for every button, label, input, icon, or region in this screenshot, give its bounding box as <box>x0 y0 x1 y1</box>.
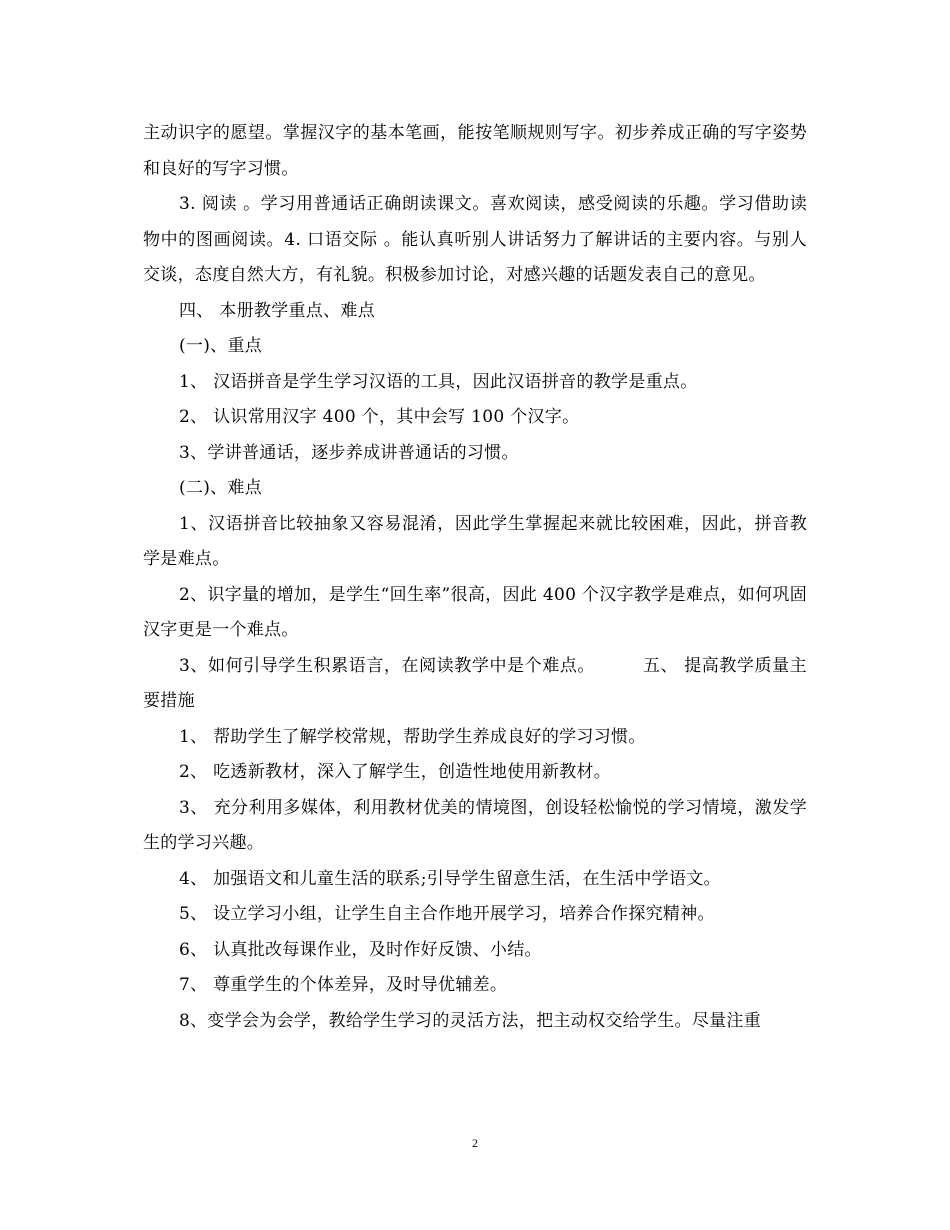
paragraph-18: 8、变学会为会学，教给学生学习的灵活方法，把主动权交给学生。尽量注重 <box>179 1010 762 1031</box>
paragraph-9: 2、识字量的增加，是学生“回生率”很高，因此 400 个汉字教学是难点，如何巩固汉字更是一个难点。 <box>143 584 807 640</box>
paragraph-15: 5、 设立学习小组，让学生自主合作地开展学习，培养合作探究精神。 <box>179 904 715 924</box>
paragraph-6: 3、学讲普通话，逐步养成讲普通话的习惯。 <box>179 442 519 463</box>
paragraph-17: 7、 尊重学生的个体差异，及时导优辅差。 <box>179 975 508 995</box>
section-heading-4: 四、 本册教学重点、难点 <box>179 300 376 321</box>
paragraph-10: 3、如何引导学生积累语言，在阅读教学中是个难点。 五、 提高教学质量主要措施 <box>143 655 807 711</box>
paragraph-0: 主动识字的愿望。掌握汉字的基本笔画，能按笔顺规则写字。初步养成正确的写字姿势和良好的写字习惯。 <box>143 123 807 179</box>
paragraph-16: 6、 认真批改每课作业，及时作好反馈、小结。 <box>179 939 542 960</box>
paragraph-12: 2、 吃透新教材，深入了解学生，创造性地使用新教材。 <box>179 762 612 782</box>
paragraph-13: 3、 充分利用多媒体，利用教材优美的情境图，创设轻松愉悦的学习情境，激发学生的学习兴趣。 <box>143 797 807 853</box>
paragraph-1: 3. 阅读 。学习用普通话正确朗读课文。喜欢阅读，感受阅读的乐趣。学习借助读物中的图画阅读。4. 口语交际 。能认真听别人讲话努力了解讲话的主要内容。与别人交谈，态度自然大方，有礼貌。积极参加讨论，对感兴趣的话题发表自己的意见。 <box>143 194 807 285</box>
paragraph-4: 1、 汉语拼音是学生学习汉语的工具，因此汉语拼音的教学是重点。 <box>179 371 698 392</box>
page-number: 2 <box>472 1136 478 1150</box>
document-body <box>143 116 807 1039</box>
subheading-difficulties: (二)、难点 <box>179 478 263 498</box>
paragraph-8: 1、汉语拼音比较抽象又容易混淆，因此学生掌握起来就比较困难，因此，拼音教学是难点。 <box>143 513 807 569</box>
subheading-key-points: (一)、重点 <box>179 336 263 356</box>
paragraph-11: 1、 帮助学生了解学校常规，帮助学生养成良好的学习习惯。 <box>179 726 646 747</box>
paragraph-14: 4、 加强语文和儿童生活的联系;引导学生留意生活，在生活中学语文。 <box>179 868 721 889</box>
paragraph-5: 2、 认识常用汉字 400 个，其中会写 100 个汉字。 <box>179 407 580 427</box>
